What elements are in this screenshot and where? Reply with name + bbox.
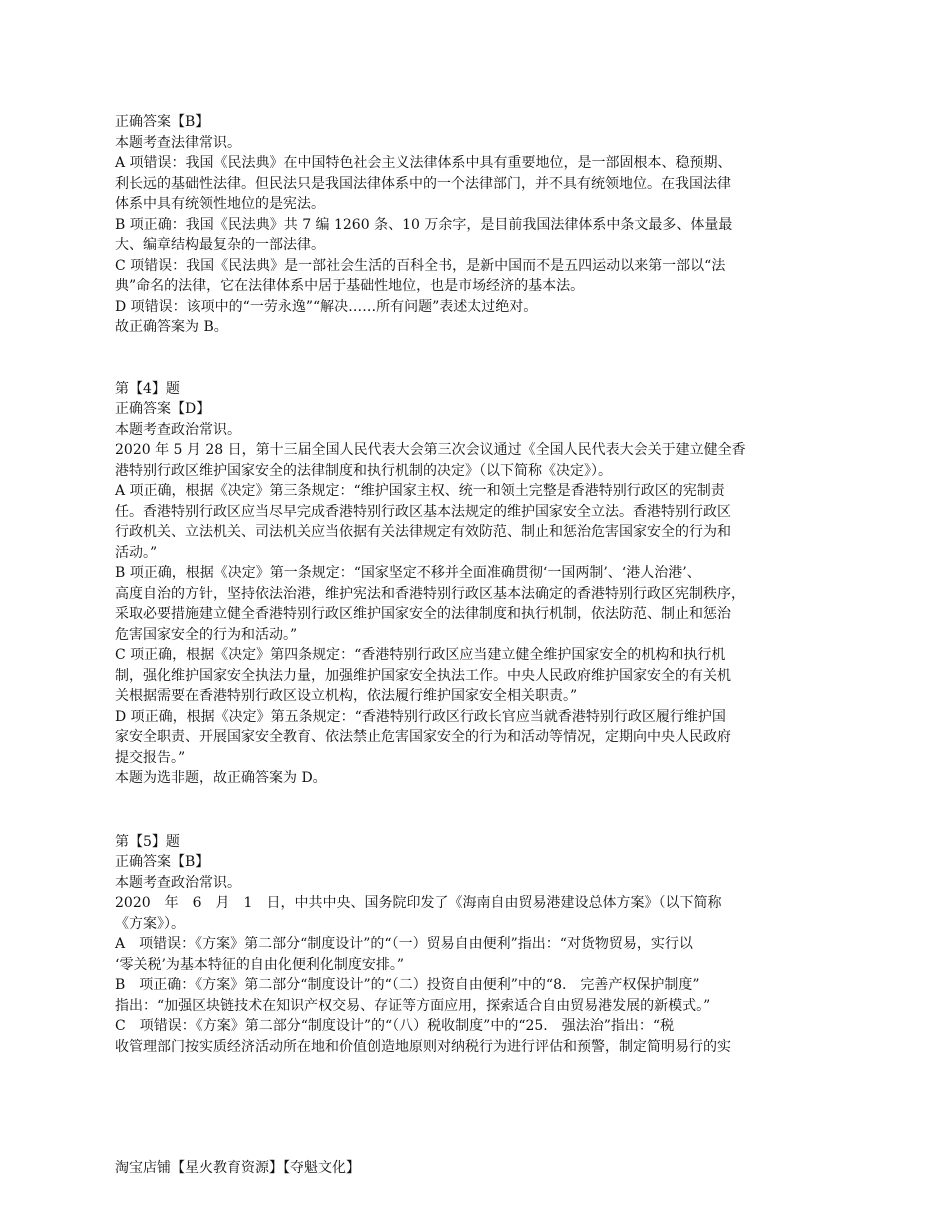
page-footer: 淘宝店铺【星火教育资源】【夺魁文化】 [115,1160,360,1176]
section-5-answer [115,832,835,1058]
text-line: C 项正确，根据《决定》第四条规定：“香港特别行政区应当建立健全维护国家安全的机构和执行机 [115,647,726,663]
section-4-answer [115,379,835,789]
section-spacer [115,338,835,379]
text-line: B 项正确，根据《决定》第一条规定：“国家坚定不移并全面准确贯彻‘一国两制’、‘港人治港’、 [115,565,701,581]
text-line: 《方案》）。 [115,915,185,932]
question-heading: 第【5】题 [115,833,180,850]
text-line: 正确答案【D】 [115,401,211,417]
text-line: B 项正确：《方案》第二部分“制度设计”的“（二）投资自由便利”中的“8. 完善产权保护制度” [115,977,700,993]
text-line: 港特别行政区维护国家安全的法律制度和执行机制的决定》（以下简称《决定》）。 [115,462,612,479]
question-heading: 第【4】题 [115,380,180,397]
text-line: 采取必要措施建立健全香港特别行政区维护国家安全的法律制度和执行机制，依法防范、制止和惩治 [115,606,731,622]
text-line: 典”命名的法律，它在法律体系中居于基础性地位，也是市场经济的基本法。 [115,278,585,294]
text-line: 2020 年 6 月 1 日，中共中央、国务院印发了《海南自由贸易港建设总体方案》（以下简称 [115,895,722,911]
text-line: 指出：“加强区块链技术在知识产权交易、存证等方面应用，探索适合自由贸易港发展的新模式。” [115,997,711,1014]
text-line: 家安全职责、开展国家安全教育、依法禁止危害国家安全的行为和活动等情况，定期向中央人民政府 [115,729,731,745]
text-line: A 项错误：我国《民法典》在中国特色社会主义法律体系中具有重要地位，是一部固根本、稳预期、 [115,155,732,171]
text-line: 本题考查政治常识。 [115,874,241,891]
text-line: 收管理部门按实质经济活动所在地和价值创造地原则对纳税行为进行评估和预警，制定简明易行的实 [115,1038,731,1055]
text-line: ‘零关税’为基本特征的自由化便利化制度安排。” [115,956,405,973]
document-body [115,112,835,1057]
section-3-answer [115,112,835,338]
text-line: 2020 年 5 月 28 日，第十三届全国人民代表大会第三次会议通过《全国人民代表大会关于建立健全香 [115,442,746,458]
text-line: 正确答案【B】 [115,854,210,870]
text-line: 关根据需要在香港特别行政区设立机构，依法履行维护国家安全相关职责。” [115,688,578,704]
text-line: 危害国家安全的行为和活动。” [115,626,298,643]
text-line: 本题为选非题，故正确答案为 D。 [115,770,327,786]
text-line: 高度自治的方针，坚持依法治港，维护宪法和香港特别行政区基本法确定的香港特别行政区宪制秩序， [115,585,745,602]
text-line: 本题考查政治常识。 [115,421,241,438]
text-line: A 项错误：《方案》第二部分“制度设计”的“（一）贸易自由便利”指出：“对货物贸易，实行以 [115,936,693,952]
text-line: D 项错误：该项中的“一劳永逸”“解决……所有问题”表述太过绝对。 [115,298,538,315]
text-line: 提交报告。” [115,749,186,766]
text-line: 行政机关、立法机关、司法机关应当依据有关法律规定有效防范、制止和惩治危害国家安全的行为和 [115,524,731,540]
text-line: D 项正确，根据《决定》第五条规定：“香港特别行政区行政长官应当就香港特别行政区履行维护国 [115,708,726,725]
text-line: 利长远的基础性法律。但民法只是我国法律体系中的一个法律部门，并不具有统领地位。在我国法律 [115,175,731,192]
text-line: 制，强化维护国家安全执法力量，加强维护国家安全执法工作。中央人民政府维护国家安全的有关机 [115,667,731,684]
text-line: 正确答案【B】 [115,114,210,130]
text-line: 大、编章结构最复杂的一部法律。 [115,237,325,253]
text-line: C 项错误：《方案》第二部分“制度设计”的“（八）税收制度”中的“25. 强法治”指出：“税 [115,1018,675,1034]
text-line: B 项正确：我国《民法典》共 7 编 1260 条、10 万余字，是目前我国法律体系中条文最多、体量最 [115,216,733,233]
text-line: C 项错误：我国《民法典》是一部社会生活的百科全书，是新中国而不是五四运动以来第一部以“法 [115,257,726,274]
section-spacer [115,789,835,832]
text-line: 活动。” [115,544,158,561]
text-line: 本题考查法律常识。 [115,134,241,151]
text-line: 任。香港特别行政区应当尽早完成香港特别行政区基本法规定的维护国家安全立法。香港特别行政区 [115,503,731,520]
text-line: A 项正确，根据《决定》第三条规定：“维护国家主权、统一和领土完整是香港特别行政区的宪制责 [115,483,725,499]
text-line: 体系中具有统领性地位的是宪法。 [115,196,325,212]
text-line: 故正确答案为 B。 [115,319,228,335]
